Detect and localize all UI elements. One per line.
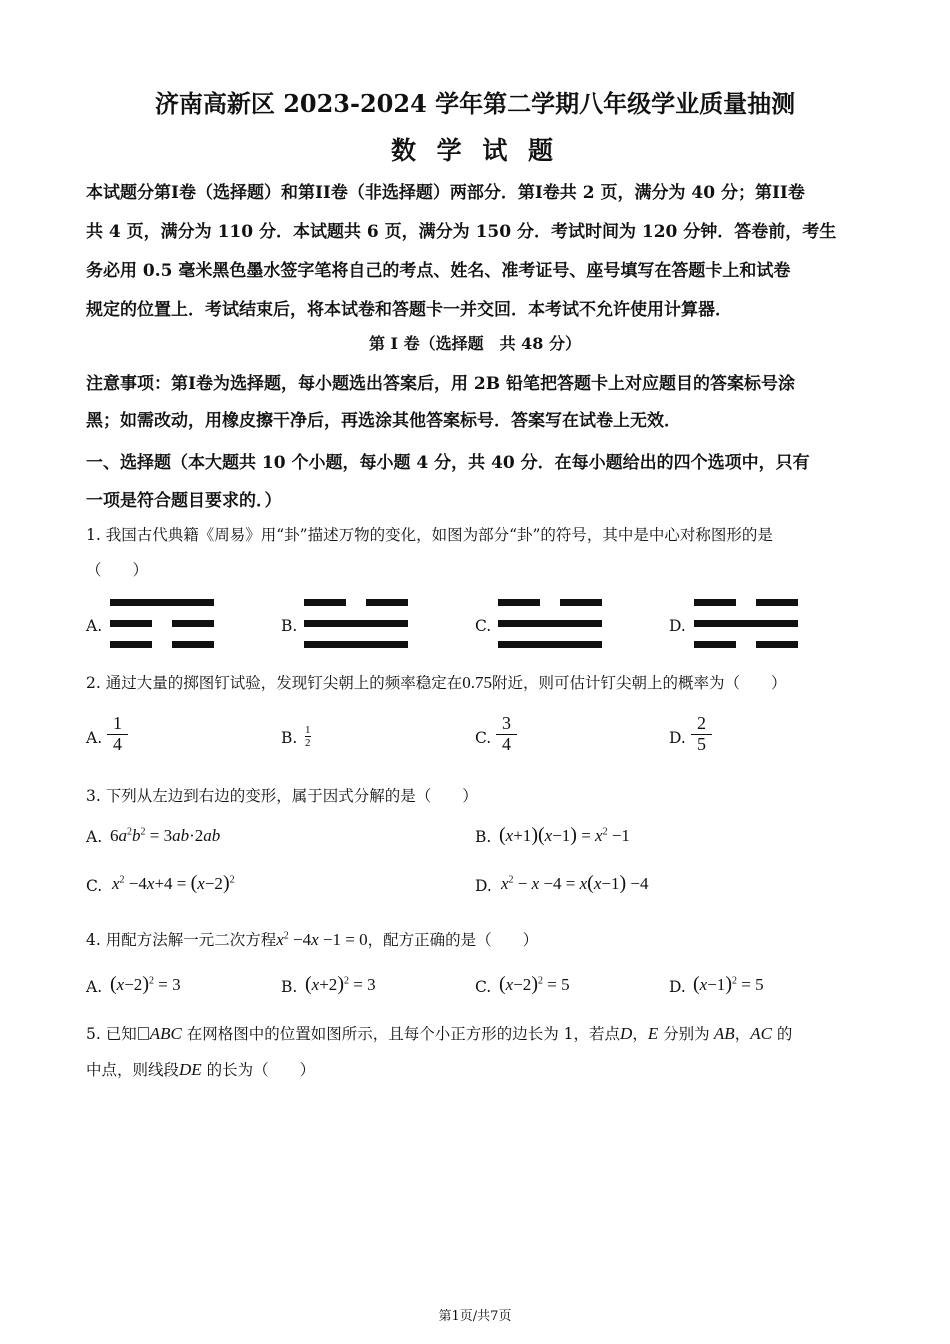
trigram-b-figure — [304, 599, 408, 651]
q2-label-c: C. — [475, 729, 492, 747]
q5-segment-de: DE — [179, 1060, 202, 1079]
q5-triangle-name: ABC — [149, 1024, 182, 1043]
q5-comma-1: ， — [632, 1025, 648, 1043]
page-footer: 第1页/共7页 — [438, 1309, 512, 1324]
trigram-d-figure — [694, 599, 798, 651]
exam-subtitle: 数 学 试 题 — [390, 136, 560, 165]
q2-a-denominator: 4 — [113, 733, 122, 754]
q5-point-d: D — [620, 1024, 633, 1043]
q2-label-d: D. — [669, 729, 686, 747]
q4-stem-b: ，配方正确的是（ ） — [367, 931, 539, 949]
q2-stem-number: 0.75 — [462, 673, 492, 692]
intro-line-1: 本试题分第I卷（选择题）和第II卷（非选择题）两部分．第I卷共 2 页，满分为 40 分；第II卷 — [86, 183, 805, 203]
q2-stem-b: 附近，则可估计钉尖朝上的概率为（ ） — [491, 674, 787, 692]
q4-option-d: $(x-1)^2 = 5$ — [693, 973, 764, 995]
q1-label-d: D. — [669, 617, 686, 635]
q5-text-d: 分别为 — [658, 1025, 710, 1043]
q3-stem: 3. 下列从左边到右边的变形，属于因式分解的是（ ） — [86, 787, 478, 805]
q2-label-a: A. — [86, 729, 103, 747]
q5-line-1 — [86, 1022, 792, 1044]
q1-paren: （ ） — [86, 561, 149, 579]
q2-d-numerator: 2 — [697, 713, 706, 733]
q3-label-c: C. — [86, 877, 103, 895]
q3-option-a: $6a^2b^2 = 3ab\cdot 2ab$ — [110, 826, 221, 845]
trigram-a-figure — [110, 599, 214, 651]
q2-d-denominator: 5 — [697, 733, 706, 754]
q2-a-numerator: 1 — [113, 713, 122, 733]
q4-stem — [86, 928, 538, 950]
q2-b-denominator: 2 — [305, 737, 311, 750]
exam-title: 济南高新区 2023-2024 学年第二学期八年级学业质量抽测 — [154, 89, 796, 118]
q5-point-e: E — [647, 1024, 659, 1043]
q4-label-a: A. — [86, 978, 103, 996]
q2-stem-a: 2. 通过大量的掷图钉试验，发现钉尖朝上的频率稳定在 — [86, 674, 463, 692]
q3-option-c: $x^2 -4x+4 = (x-2)^2$ — [112, 872, 235, 894]
q5-comma-2: ， — [734, 1025, 751, 1043]
q5-line-2 — [86, 1058, 315, 1080]
q2-label-b: B. — [281, 729, 298, 747]
q4-option-c: $(x-2)^2 = 5$ — [499, 973, 570, 995]
notice-line-2: 黑；如需改动，用橡皮擦干净后，再选涂其他答案标号．答案写在试卷上无效． — [86, 411, 681, 431]
q3-label-d: D. — [475, 877, 492, 895]
q1-label-c: C. — [475, 617, 492, 635]
q2-b-numerator: 1 — [305, 724, 311, 736]
q1-stem: 1. 我国古代典籍《周易》用“卦”描述万物的变化，如图为部分“卦”的符号，其中是中心对称图形的是 — [86, 526, 773, 544]
q2-option-b — [305, 724, 311, 749]
q3-option-b: $(x+1)(x-1) = x^2 -1$ — [499, 824, 630, 846]
q5-text-f: 中点，则线段 — [86, 1061, 180, 1079]
intro-line-4: 规定的位置上．考试结束后，将本试卷和答题卡一并交回．本考试不允许使用计算器． — [86, 300, 732, 320]
intro-line-2: 共 4 页，满分为 110 分．本试题共 6 页，满分为 150 分．考试时间为 120 分钟．答卷前，考生 — [86, 222, 837, 242]
part-one-line-1: 一、选择题（本大题共 10 个小题，每小题 4 分，共 40 分．在每小题给出的四个选项中，只有 — [86, 453, 810, 473]
q5-text-e: 的 — [771, 1025, 793, 1043]
q4-stem-a: 4. 用配方法解一元二次方程 — [86, 931, 277, 949]
q4-equation: $x^2 -4x -1 = 0$ — [276, 930, 368, 949]
q5-text-c: 在网格图中的位置如图所示，且每个小正方形的边长为 1，若点 — [181, 1025, 621, 1043]
q5-segment-ac: AC — [750, 1024, 772, 1043]
q4-option-a: $(x-2)^2 = 3$ — [110, 973, 181, 995]
q2-c-denominator: 4 — [502, 733, 511, 754]
q3-label-b: B. — [475, 828, 492, 846]
q1-label-b: B. — [281, 617, 298, 635]
intro-line-3: 务必用 0.5 毫米黑色墨水签字笔将自己的考点、姓名、准考证号、座号填写在答题卡上和试卷 — [86, 261, 791, 281]
q4-label-b: B. — [281, 978, 298, 996]
q3-label-a: A. — [86, 828, 103, 846]
q4-label-d: D. — [669, 978, 686, 996]
part-one-line-2: 一项是符合题目要求的．） — [86, 491, 282, 511]
q2-stem — [86, 671, 786, 693]
q2-option-c — [499, 714, 514, 755]
q1-label-a: A. — [86, 617, 103, 635]
q5-text-g: 的长为（ ） — [201, 1061, 316, 1079]
section-heading: 第 I 卷（选择题 共 48 分） — [368, 334, 582, 353]
trigram-c-figure — [498, 599, 602, 651]
q4-label-c: C. — [475, 978, 492, 996]
q2-c-numerator: 3 — [502, 713, 511, 733]
q2-option-a — [110, 714, 125, 755]
q5-segment-ab: AB — [713, 1024, 735, 1043]
q5-text-a: 5. 已知 — [86, 1025, 137, 1043]
q4-option-b: $(x+2)^2 = 3$ — [305, 973, 376, 995]
q3-option-d: $x^2 - x -4 = x(x-1) -4$ — [501, 872, 649, 894]
notice-line-1: 注意事项：第I卷为选择题，每小题选出答案后，用 2B 铅笔把答题卡上对应题目的答案标号涂 — [86, 374, 795, 394]
triangle-icon — [138, 1027, 149, 1040]
q2-option-d — [694, 714, 709, 755]
